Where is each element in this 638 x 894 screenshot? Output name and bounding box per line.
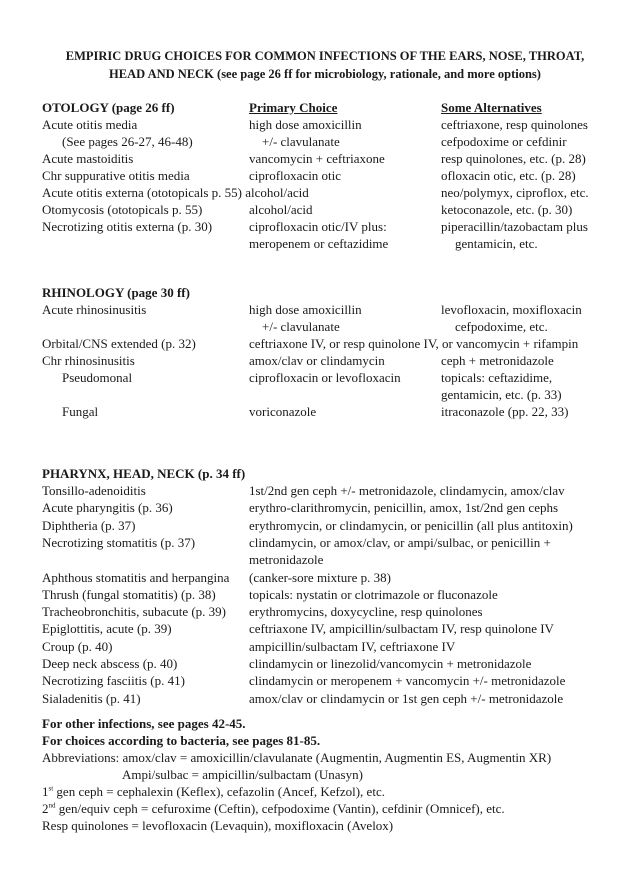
condition: Pseudomonal <box>62 370 133 385</box>
alternatives: ceph + metronidazole <box>441 353 554 368</box>
table-row <box>0 318 638 335</box>
table-row <box>0 603 638 620</box>
condition: Acute mastoiditis <box>42 151 134 166</box>
other-infections-note: For other infections, see pages 42-45. <box>42 716 246 731</box>
condition: Necrotizing fasciitis (p. 41) <box>42 673 185 689</box>
drug-choices: erythromycin, or clindamycin, or penicillin (all plus antitoxin) <box>249 517 573 533</box>
title-line-2: HEAD AND NECK (see page 26 ff for microbiology, rationale, and more options) <box>109 67 541 81</box>
condition: Acute pharyngitis (p. 36) <box>42 500 173 516</box>
drug-choices: clindamycin or linezolid/vancomycin + metronidazole <box>249 656 532 671</box>
abbreviations-line: Abbreviations: amox/clav = amoxicillin/clavulanate (Augmentin, Augmentin ES, Augmentin XR) <box>42 750 552 765</box>
primary-choice: amox/clav or clindamycin <box>249 353 385 368</box>
abbreviation-resp-quinolones: Resp quinolones = levofloxacin (Levaquin), moxifloxacin (Avelox) <box>42 818 394 833</box>
alternatives: piperacillin/tazobactam plus <box>441 219 588 234</box>
primary-choice: high dose amoxicillin <box>249 302 362 317</box>
table-row <box>0 369 638 386</box>
title-line-1: EMPIRIC DRUG CHOICES FOR COMMON INFECTIONS OF THE EARS, NOSE, THROAT, <box>65 49 585 63</box>
condition: Acute otitis media <box>42 117 138 132</box>
primary-choice-header: Primary Choice <box>249 100 338 115</box>
table-row <box>0 335 638 352</box>
drug-choices: amox/clav or clindamycin or 1st gen ceph +/- metronidazole <box>249 690 564 706</box>
condition: Acute rhinosinusitis <box>42 302 147 317</box>
table-row <box>0 638 638 655</box>
condition: Tracheobronchitis, subacute (p. 39) <box>42 604 227 620</box>
alternatives: itraconazole (pp. 22, 33) <box>441 404 569 419</box>
drug-choices: erythromycins, doxycycline, resp quinolones <box>249 604 483 620</box>
drug-choices: (canker-sore mixture p. 38) <box>249 569 391 585</box>
drug-choices: topicals: nystatin or clotrimazole or fluconazole <box>249 586 498 602</box>
primary-choice: ciprofloxacin otic/IV plus: <box>249 219 387 234</box>
primary-choice: alcohol/acid <box>249 202 313 217</box>
table-row <box>0 184 638 201</box>
table-row <box>0 133 638 150</box>
table-row <box>0 499 638 516</box>
pharynx-heading: PHARYNX, HEAD, NECK (p. 34 ff) <box>42 466 246 481</box>
alternatives: topicals: ceftazidime, <box>441 370 553 385</box>
condition: Fungal <box>62 404 99 419</box>
alternatives: neo/polymyx, ciproflox, etc. <box>441 185 589 200</box>
condition: Croup (p. 40) <box>42 638 113 654</box>
alternatives: cefpodoxime, etc. <box>455 319 548 334</box>
condition: Chr rhinosinusitis <box>42 353 135 368</box>
table-row <box>0 218 638 235</box>
bacteria-note: For choices according to bacteria, see pages 81-85. <box>42 733 321 748</box>
primary-choice: +/- clavulanate <box>262 134 340 149</box>
table-row <box>0 403 638 420</box>
primary-choice: +/- clavulanate <box>262 319 340 334</box>
condition: Deep neck abscess (p. 40) <box>42 656 178 671</box>
table-row <box>0 690 638 707</box>
table-row <box>0 352 638 369</box>
alternatives-header: Some Alternatives <box>441 100 542 115</box>
table-row <box>0 201 638 218</box>
condition: Sialadenitis (p. 41) <box>42 690 141 706</box>
alternatives: ketoconazole, etc. (p. 30) <box>441 202 573 217</box>
primary-choice: voriconazole <box>249 404 317 419</box>
primary-choice: high dose amoxicillin <box>249 117 362 132</box>
abbreviation-2nd-gen-ceph: 2nd gen/equiv ceph = cefuroxime (Ceftin), cefpodoxime (Vantin), cefdinir (Omnicef), etc. <box>42 801 505 816</box>
abbreviation-ampi-sulbac: Ampi/sulbac = ampicillin/sulbactam (Unasyn) <box>122 767 363 782</box>
table-row <box>0 620 638 637</box>
rhinology-heading: RHINOLOGY (page 30 ff) <box>42 285 190 300</box>
condition: Thrush (fungal stomatitis) (p. 38) <box>42 586 216 602</box>
primary-choice: ciprofloxacin or levofloxacin <box>249 370 401 385</box>
drug-choices: clindamycin or meropenem + vancomycin +/- metronidazole <box>249 673 566 689</box>
condition: (See pages 26-27, 46-48) <box>62 134 193 149</box>
table-row <box>0 586 638 603</box>
alternatives: gentamicin, etc. (p. 33) <box>441 387 562 402</box>
primary-choice: vancomycin + ceftriaxone <box>249 151 385 166</box>
table-row <box>0 551 638 568</box>
condition: Necrotizing stomatitis (p. 37) <box>42 534 196 550</box>
condition: Necrotizing otitis externa (p. 30) <box>42 219 213 234</box>
condition: Otomycosis (ototopicals p. 55) <box>42 202 203 217</box>
table-row <box>0 482 638 499</box>
drug-choices: ceftriaxone IV, ampicillin/sulbactam IV, resp quinolone IV <box>249 621 554 637</box>
condition: Epiglottitis, acute (p. 39) <box>42 621 172 637</box>
table-row <box>0 235 638 252</box>
table-row <box>0 167 638 184</box>
primary-choice: ciprofloxacin otic <box>249 168 342 183</box>
drug-choices: metronidazole <box>249 552 324 568</box>
table-row <box>0 569 638 586</box>
drug-choices: ampicillin/sulbactam IV, ceftriaxone IV <box>249 638 456 654</box>
table-row <box>0 150 638 167</box>
abbreviation-1st-gen-ceph: 1st gen ceph = cephalexin (Keflex), cefazolin (Ancef, Kefzol), etc. <box>42 784 385 799</box>
condition: Acute otitis externa (ototopicals p. 55) alcohol/acid <box>42 185 309 200</box>
primary-choice: meropenem or ceftazidime <box>249 236 389 251</box>
drug-choices: clindamycin, or amox/clav, or ampi/sulbac, or penicillin + <box>249 534 551 550</box>
alternatives: levofloxacin, moxifloxacin <box>441 302 582 317</box>
primary-choice: ceftriaxone IV, or resp quinolone IV, or vancomycin + rifampin <box>249 336 579 351</box>
drug-choices: 1st/2nd gen ceph +/- metronidazole, clindamycin, amox/clav <box>249 483 565 498</box>
condition: Tonsillo-adenoiditis <box>42 483 146 498</box>
condition: Aphthous stomatitis and herpangina <box>42 569 230 585</box>
document-title <box>40 47 610 83</box>
condition: Chr suppurative otitis media <box>42 168 190 183</box>
alternatives: ceftriaxone, resp quinolones <box>441 117 588 132</box>
table-row <box>0 116 638 133</box>
alternatives: resp quinolones, etc. (p. 28) <box>441 151 586 166</box>
alternatives: ofloxacin otic, etc. (p. 28) <box>441 168 576 183</box>
table-row <box>0 386 638 403</box>
table-row <box>0 672 638 689</box>
otology-heading: OTOLOGY (page 26 ff) <box>42 100 175 115</box>
condition: Orbital/CNS extended (p. 32) <box>42 336 196 351</box>
condition: Diphtheria (p. 37) <box>42 517 136 533</box>
alternatives: gentamicin, etc. <box>455 236 538 251</box>
alternatives: cefpodoxime or cefdinir <box>441 134 567 149</box>
table-row <box>0 534 638 551</box>
table-row <box>0 517 638 534</box>
table-row <box>0 301 638 318</box>
drug-choices: erythro-clarithromycin, penicillin, amox, 1st/2nd gen cephs <box>249 500 559 516</box>
table-row <box>0 655 638 672</box>
